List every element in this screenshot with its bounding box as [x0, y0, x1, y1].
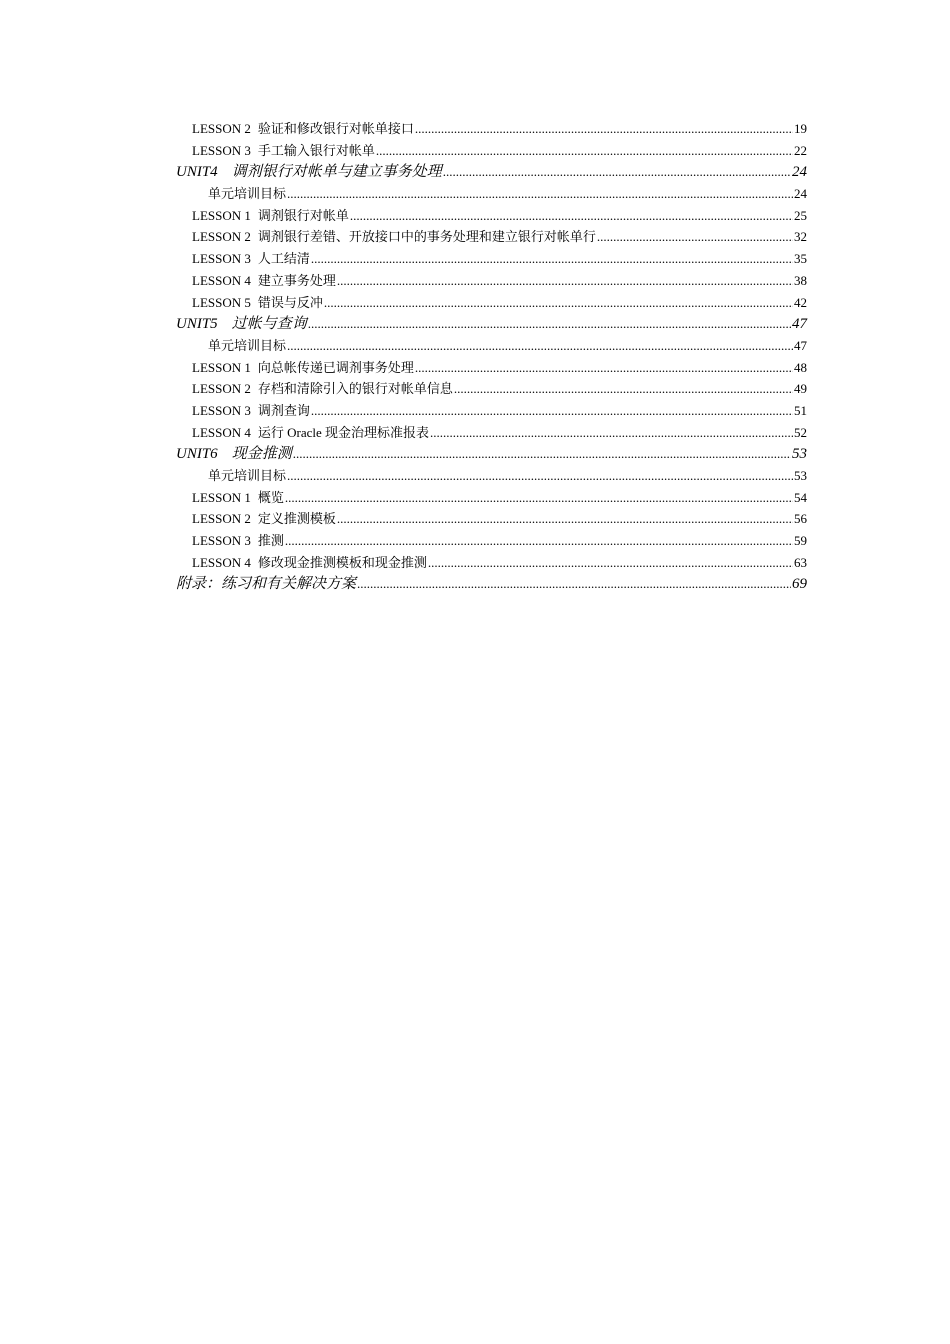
dot-leader: [428, 552, 793, 574]
dot-leader: [357, 573, 791, 595]
toc-entry-page: 38: [794, 272, 807, 288]
toc-entry-title: 人工结清: [257, 251, 310, 267]
toc-entry-title: 建立事务处理: [257, 272, 336, 288]
toc-entry-title: 调剂查询: [257, 402, 310, 418]
toc-entry-title: 向总帐传递已调剂事务处理: [257, 359, 414, 375]
toc-entry-page: 32: [794, 229, 807, 245]
toc-entry-page: 25: [794, 207, 807, 223]
toc-entry-page: 49: [794, 381, 807, 397]
toc-entry-title: 推测: [257, 533, 284, 549]
dot-leader: [311, 400, 793, 422]
toc-entry[interactable]: [176, 183, 807, 205]
dot-leader: [350, 205, 793, 227]
toc-entry-title: 过帐与查询: [231, 316, 307, 333]
toc-entry-page: 42: [794, 294, 807, 310]
toc-entry-title: 修改现金推测模板和现金推测: [257, 554, 427, 570]
dot-leader: [287, 465, 793, 487]
toc-entry-page: 59: [794, 533, 807, 549]
toc-entry-title: 运行 Oracle 现金治理标准报表: [257, 424, 430, 440]
toc-entry-page: 69: [792, 576, 807, 593]
dot-leader: [308, 313, 791, 335]
toc-entry-number: LESSON 4: [192, 272, 251, 288]
toc-entry-title: 错误与反冲: [257, 294, 323, 310]
toc-entry-page: 22: [794, 142, 807, 158]
toc-entry[interactable]: [176, 422, 807, 444]
toc-entry-number: LESSON 1: [192, 207, 251, 223]
toc-entry[interactable]: [176, 378, 807, 400]
toc-entry-number: LESSON 4: [192, 554, 251, 570]
toc-entry-number: LESSON 3: [192, 402, 251, 418]
dot-leader: [430, 422, 793, 444]
toc-entry-number: LESSON 2: [192, 121, 251, 136]
toc-entry-title: 单元培训目标: [208, 186, 287, 202]
toc-entry-page: 24: [792, 164, 807, 181]
toc-entry-title: 单元培训目标: [208, 468, 287, 483]
dot-leader: [285, 530, 793, 552]
toc-entry[interactable]: [176, 140, 807, 162]
dot-leader: [415, 357, 793, 379]
toc-entry-number: LESSON 3: [192, 142, 251, 158]
dot-leader: [287, 335, 793, 357]
toc-entry[interactable]: [176, 357, 807, 379]
toc-unit-entry[interactable]: [176, 161, 807, 183]
toc-entry-number: LESSON 2: [192, 511, 251, 527]
toc-entry[interactable]: [176, 292, 807, 314]
toc-entry-page: 24: [794, 186, 807, 202]
toc-entry[interactable]: [176, 530, 807, 552]
toc-entry[interactable]: [176, 118, 807, 140]
dot-leader: [443, 161, 791, 183]
toc-entry-page: 47: [792, 316, 807, 333]
toc-entry-title: 存档和清除引入的银行对帐单信息: [257, 381, 453, 397]
toc-entry-title: 手工输入银行对帐单: [257, 142, 375, 158]
dot-leader: [454, 378, 793, 400]
toc-entry-page: 48: [794, 359, 807, 375]
toc-entry-number: LESSON 1: [192, 359, 251, 375]
toc-entry-page: 47: [794, 337, 807, 353]
toc-entry-page: 19: [794, 121, 807, 136]
toc-entry-number: UNIT6: [176, 446, 218, 463]
dot-leader: [337, 270, 793, 292]
toc-entry-title: 单元培训目标: [208, 337, 287, 353]
toc-entry-number: LESSON 3: [192, 251, 251, 267]
toc-entry-page: 35: [794, 251, 807, 267]
toc-entry[interactable]: [176, 465, 807, 487]
toc-entry-title: 定义推测模板: [257, 511, 336, 527]
toc-entry[interactable]: [176, 508, 807, 530]
toc-entry-page: 56: [794, 511, 807, 527]
toc-entry[interactable]: [176, 205, 807, 227]
toc-entry-title: 现金推测: [231, 446, 292, 463]
dot-leader: [415, 118, 793, 140]
toc-entry-page: 53: [792, 446, 807, 463]
toc-entry-title: 概览: [257, 489, 284, 505]
toc-entry-title: 调剂银行差错、开放接口中的事务处理和建立银行对帐单行: [257, 229, 596, 245]
toc-entry-title: 验证和修改银行对帐单接口: [257, 121, 414, 136]
toc-entry[interactable]: [176, 335, 807, 357]
toc-entry-number: LESSON 3: [192, 533, 251, 549]
dot-leader: [311, 248, 793, 270]
toc-entry-page: 51: [794, 402, 807, 418]
toc-entry[interactable]: [176, 270, 807, 292]
dot-leader: [293, 443, 791, 465]
toc-entry[interactable]: [176, 248, 807, 270]
toc-entry-number: LESSON 5: [192, 294, 251, 310]
dot-leader: [597, 226, 793, 248]
toc-unit-entry[interactable]: [176, 443, 807, 465]
toc-entry-number: LESSON 2: [192, 381, 251, 397]
toc-entry-title: 调剂银行对帐单: [257, 207, 349, 223]
toc-entry-number: LESSON 4: [192, 424, 251, 440]
dot-leader: [285, 487, 793, 509]
dot-leader: [337, 508, 793, 530]
table-of-contents: [176, 118, 807, 595]
toc-entry[interactable]: [176, 552, 807, 574]
toc-entry-page: 52: [794, 424, 807, 440]
toc-appendix-entry[interactable]: [176, 573, 807, 595]
dot-leader: [376, 140, 793, 162]
toc-unit-entry[interactable]: [176, 313, 807, 335]
toc-entry-title: 调剂银行对帐单与建立事务处理: [231, 164, 442, 181]
toc-entry-title: 附录：练习和有关解决方案: [176, 576, 357, 593]
toc-entry[interactable]: [176, 400, 807, 422]
toc-entry-page: 53: [794, 468, 807, 483]
toc-entry-number: UNIT4: [176, 164, 218, 181]
toc-entry-page: 54: [794, 489, 807, 505]
dot-leader: [324, 292, 793, 314]
toc-entry-page: 63: [794, 554, 807, 570]
toc-entry-number: LESSON 2: [192, 229, 251, 245]
toc-entry-number: LESSON 1: [192, 489, 251, 505]
dot-leader: [287, 183, 793, 205]
toc-entry[interactable]: [176, 487, 807, 509]
toc-entry-number: UNIT5: [176, 316, 218, 333]
toc-entry[interactable]: [176, 226, 807, 248]
